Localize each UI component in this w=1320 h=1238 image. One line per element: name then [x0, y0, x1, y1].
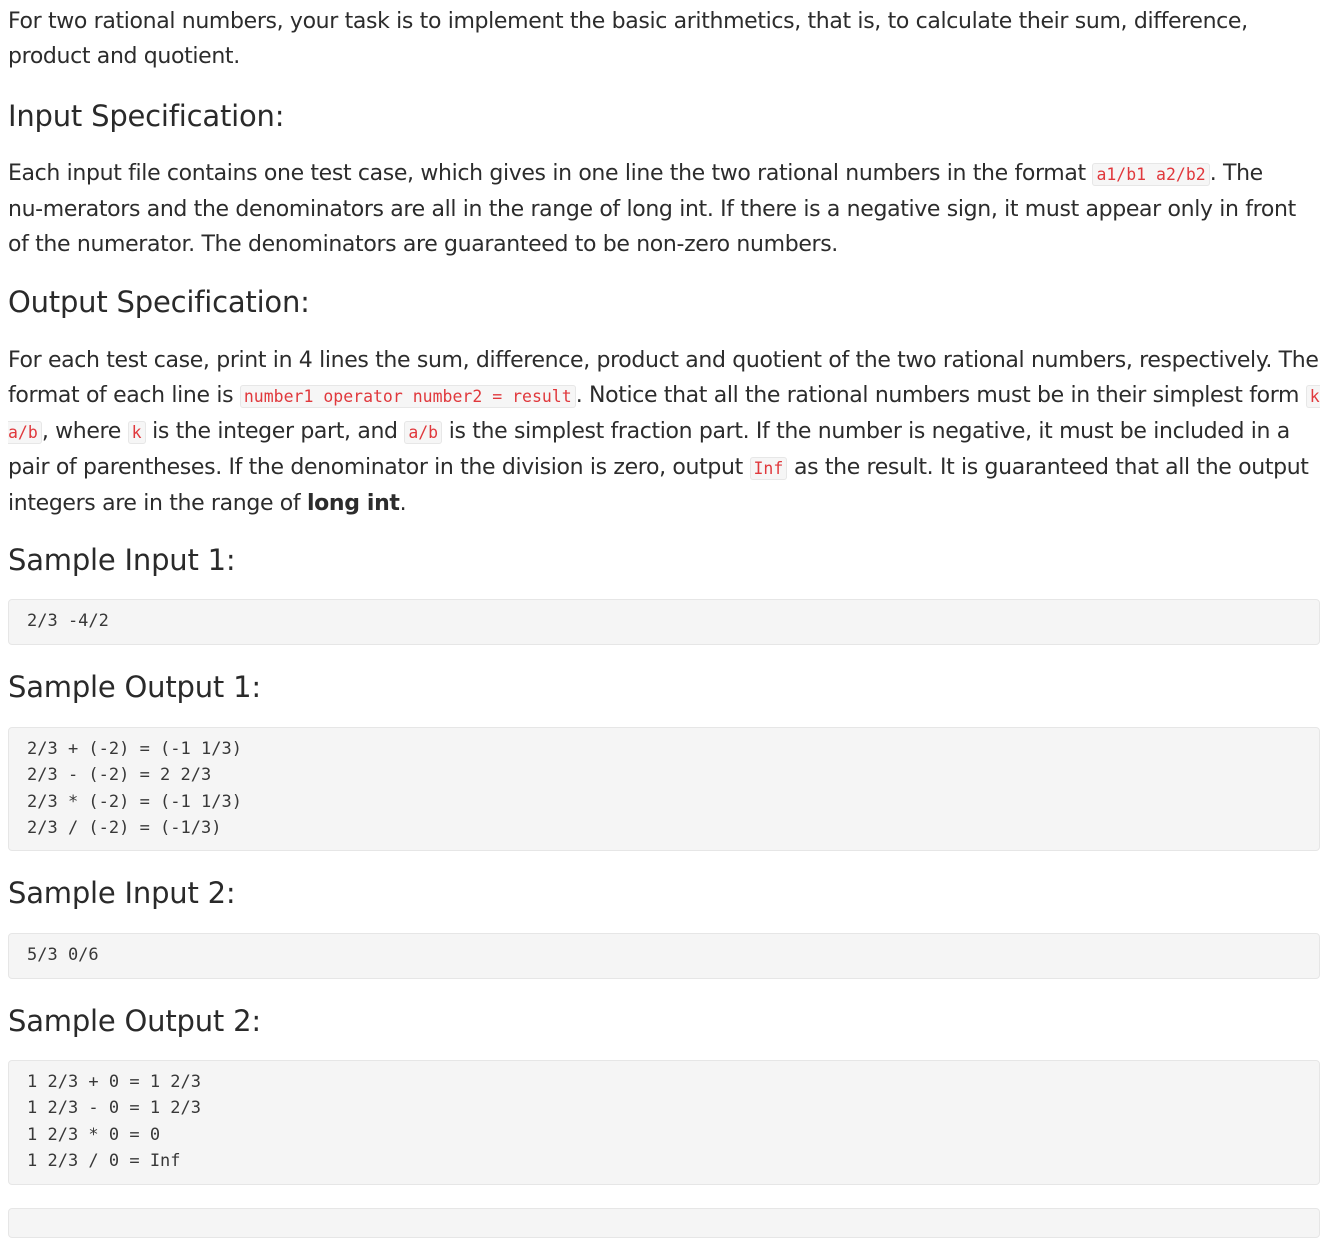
- sample-output-2-heading: Sample Output 2:: [8, 1004, 261, 1038]
- simplest-form-code: k a/b: [8, 387, 1320, 442]
- long-int-bold: long int: [306, 491, 400, 516]
- input-spec-paragraph: [8, 156, 1320, 262]
- sample-input-1-heading: Sample Input 1:: [8, 543, 236, 577]
- output-spec-text-4: is the integer part, and: [145, 419, 405, 444]
- sample-input-2-heading: Sample Input 2:: [8, 876, 236, 910]
- sample-output-1-heading: Sample Output 1:: [8, 670, 261, 704]
- input-format-code: a1/b1 a2/b2: [1092, 163, 1209, 186]
- output-spec-paragraph: [8, 343, 1320, 521]
- sample-input-2-block: 5/3 0/6: [8, 933, 1320, 979]
- output-spec-heading: Output Specification:: [8, 285, 310, 319]
- output-spec-text-2: . Notice that all the rational numbers must be in their simplest form: [575, 383, 1306, 408]
- intro-paragraph: For two rational numbers, your task is to implement the basic arithmetics, that is, to calculate their sum, difference, product and quotient.: [8, 9, 1248, 69]
- input-spec-text-2: . The nu‑merators and the denominators are all in the range of long int. If there is a negative sign, it must appear only in front of the numerator. The denominators are guaranteed to be non‑zero numbers.: [8, 161, 1296, 257]
- output-spec-text-6: as the result. It is guaranteed that all the output integers are in the range of: [8, 455, 1309, 516]
- output-spec-text-7: .: [399, 491, 407, 516]
- next-code-block-partial: [8, 1208, 1320, 1238]
- sample-output-2-block: 1 2/3 + 0 = 1 2/3 1 2/3 - 0 = 1 2/3 1 2/3 * 0 = 0 1 2/3 / 0 = Inf: [8, 1060, 1320, 1185]
- output-format-code: number1 operator number2 = result: [240, 385, 576, 408]
- integer-part-code: k: [128, 421, 146, 444]
- inf-code: Inf: [750, 457, 788, 480]
- sample-output-1-block: 2/3 + (-2) = (-1 1/3) 2/3 - (-2) = 2 2/3 2/3 * (-2) = (-1 1/3) 2/3 / (-2) = (-1/3): [8, 727, 1320, 851]
- fraction-part-code: a/b: [404, 421, 442, 444]
- output-spec-text-3: , where: [41, 419, 128, 444]
- sample-input-1-block: 2/3 -4/2: [8, 599, 1320, 645]
- input-spec-heading: Input Specification:: [8, 99, 285, 133]
- input-spec-text-1: Each input file contains one test case, which gives in one line the two rational numbers in the format: [8, 161, 1093, 186]
- output-spec-text-1: For each test case, print in 4 lines the sum, difference, product and quotient of the two rational numbers, respectively. The format of each line is: [8, 348, 1319, 408]
- output-spec-text-5: is the simplest fraction part. If the number is negative, it must be included in a pair of parentheses. If the denominator in the division is zero, output: [8, 419, 1290, 480]
